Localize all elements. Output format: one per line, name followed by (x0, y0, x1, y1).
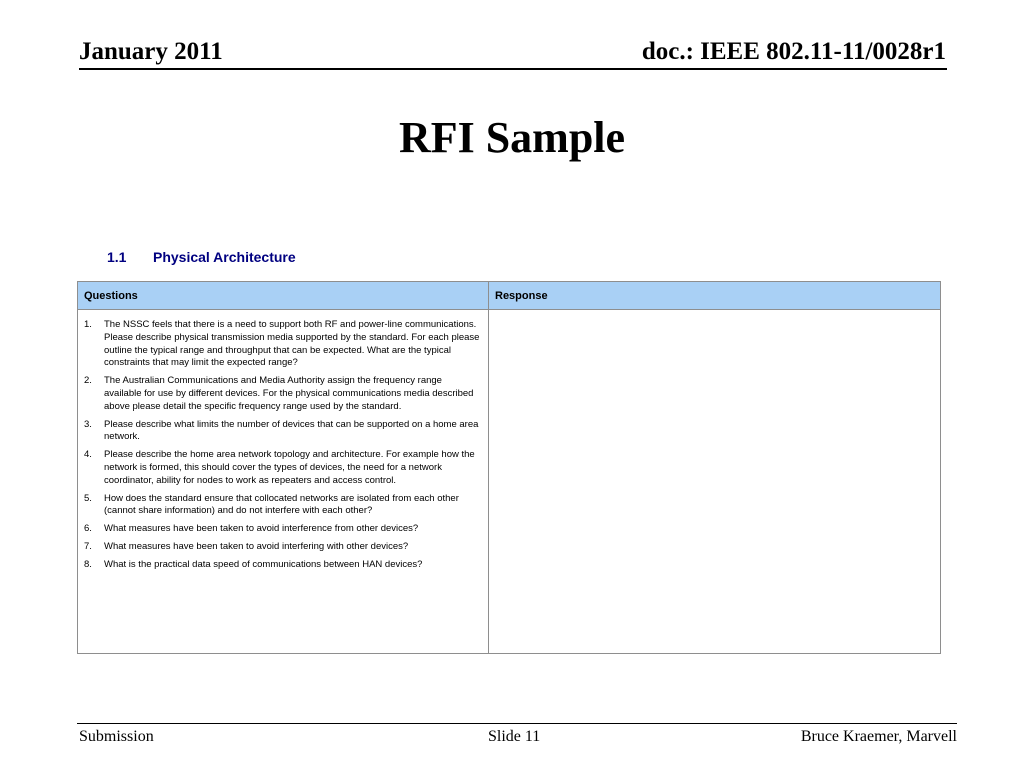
question-text: Please describe the home area network topology and architecture. For example how the network is formed, this should cover the types of devices, the need for a network coordinator, ability for nodes to work as repeaters and access control. (104, 449, 475, 486)
question-number: 2. (84, 375, 92, 387)
question-text: The NSSC feels that there is a need to support both RF and power-line communications. Please describe physical transmission media supported by the standard. For each please outline the typical range and throughput that can be expected. What are the typical constraints that may limit the expected range? (104, 319, 480, 369)
question-number: 5. (84, 492, 92, 504)
questions-column-header: Questions (78, 282, 489, 310)
question-number: 7. (84, 540, 92, 552)
response-cell (489, 310, 941, 654)
question-text: What is the practical data speed of communications between HAN devices? (104, 558, 423, 570)
question-text: What measures have been taken to avoid interference from other devices? (104, 523, 419, 535)
question-number: 6. (84, 523, 92, 535)
section-name: Physical Architecture (153, 249, 296, 265)
question-item (84, 523, 480, 536)
footer-author: Bruce Kraemer, Marvell (800, 728, 957, 745)
question-item (84, 319, 480, 370)
footer-slide-number: Slide 11 (488, 728, 541, 745)
question-number: 4. (84, 449, 92, 461)
question-item (84, 493, 480, 519)
footer-submission: Submission (79, 728, 154, 745)
question-number: 3. (84, 418, 92, 430)
section-heading (107, 249, 296, 265)
question-number: 1. (84, 319, 92, 330)
question-number: 8. (84, 558, 92, 570)
question-text: The Australian Communications and Media Authority assign the frequency range available for use by different devices. For the physical communications media described above please detail the specific frequency range used by the standard. (104, 375, 474, 412)
questions-cell (78, 310, 489, 654)
response-column-header: Response (489, 282, 941, 310)
table-header-row (78, 282, 941, 310)
footer-divider (77, 723, 957, 724)
question-item (84, 449, 480, 487)
question-item (84, 541, 480, 554)
question-item (84, 375, 480, 413)
header-date: January 2011 (79, 38, 223, 65)
question-item (84, 419, 480, 445)
question-text: What measures have been taken to avoid interfering with other devices? (104, 540, 409, 552)
header-divider (79, 68, 947, 70)
question-text: Please describe what limits the number of devices that can be supported on a home area network. (104, 418, 479, 443)
question-item (84, 559, 480, 572)
rfi-table (77, 281, 941, 654)
section-number: 1.1 (107, 249, 127, 265)
slide-title: RFI Sample (398, 113, 626, 162)
question-list (84, 319, 480, 572)
question-text: How does the standard ensure that collocated networks are isolated from each other (cannot share information) and do not interfere with each other? (104, 492, 459, 517)
header-doc-id: doc.: IEEE 802.11-11/0028r1 (641, 38, 946, 65)
table-row (78, 310, 941, 654)
